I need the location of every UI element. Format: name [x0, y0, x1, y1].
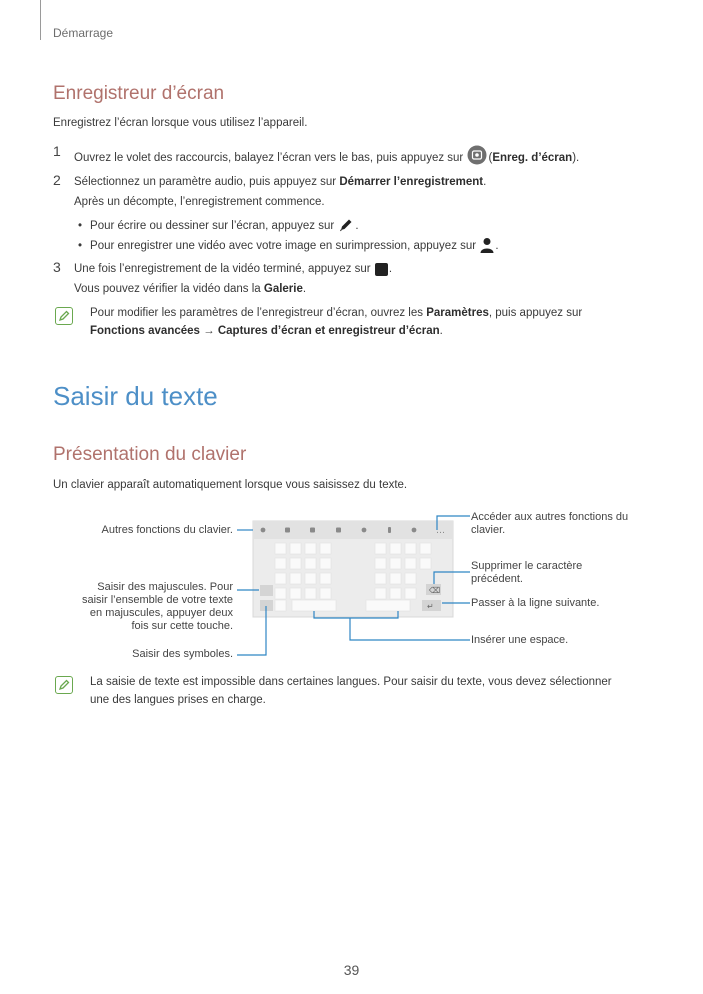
bullet-dot: •: [78, 220, 83, 232]
callout-new-line: Passer à la ligne suivante.: [471, 597, 600, 609]
margin-rule: [40, 0, 41, 40]
step-1-bold: Enreg. d’écran: [492, 152, 573, 164]
chapter-title: Saisir du texte: [53, 381, 218, 411]
note-2-line1: La saisie de texte est impossible dans certaines langues. Pour saisir du texte, vous devez sélectionner: [90, 676, 612, 688]
step-3-line2: [74, 281, 306, 298]
callout-line: clavier.: [471, 524, 506, 536]
step-2-text: [74, 174, 486, 191]
section-title-keyboard: Présentation du clavier: [53, 444, 247, 465]
step-3-instruction: Une fois l’enregistrement de la vidéo terminé, appuyez sur: [74, 263, 371, 275]
svg-text:…: …: [436, 526, 445, 536]
step-number: 3: [53, 259, 61, 275]
callout-line: fois sur cette touche.: [131, 620, 233, 632]
screen-recorder-icon: [467, 145, 487, 171]
callout-delete: [471, 560, 582, 586]
step-1-text: [74, 145, 579, 171]
callout-symbols: Saisir des symboles.: [132, 648, 233, 660]
note-1-line2: [90, 323, 443, 340]
pen-icon: [338, 217, 354, 239]
paren: ).: [572, 152, 580, 164]
svg-text:⌫: ⌫: [429, 586, 441, 595]
page-number: 39: [343, 962, 360, 978]
note-text: Pour modifier les paramètres de l’enregistreur d’écran, ouvrez les: [90, 307, 424, 319]
settings-label: Paramètres: [426, 307, 489, 319]
section-intro: Un clavier apparaît automatiquement lorsque vous saisissez du texte.: [53, 479, 408, 491]
paren: (: [488, 152, 493, 164]
step-2-instruction: Sélectionnez un paramètre audio, puis appuyez sur: [74, 176, 337, 188]
note-text: , puis appuyez sur: [488, 307, 583, 319]
bullet-1: [78, 217, 359, 239]
bullet-2-text: Pour enregistrer une vidéo avec votre image en surimpression, appuyez sur: [90, 240, 477, 252]
callout-other-functions: Autres fonctions du clavier.: [101, 524, 233, 536]
stop-icon: [375, 263, 388, 282]
note-1-line1: [90, 305, 582, 322]
screenshots-recorder-label: Captures d’écran et enregistreur d’écran: [217, 325, 440, 337]
callout-line: Accéder aux autres fonctions du: [471, 511, 629, 523]
left-keys: [275, 543, 336, 611]
callout-space: Insérer une espace.: [471, 634, 569, 646]
note-icon: [55, 307, 73, 325]
step-3-text: [74, 261, 392, 282]
step-number: 2: [53, 172, 61, 188]
gallery-label: Galerie: [263, 283, 303, 295]
punct: .: [355, 220, 359, 232]
punct: .: [388, 263, 393, 275]
callout-uppercase: [40, 581, 233, 633]
keyboard-toolbar: [253, 521, 453, 539]
section-intro: Enregistrez l’écran lorsque vous utilisez l’appareil.: [53, 117, 308, 129]
step-number: 1: [53, 143, 61, 159]
callout-line: Supprimer le caractère: [471, 560, 583, 572]
punct: .: [302, 283, 307, 295]
punct: .: [439, 325, 443, 337]
callout-line: précédent.: [471, 573, 523, 585]
advanced-features-label: Fonctions avancées: [90, 325, 200, 337]
punct: .: [483, 176, 487, 188]
section-title-screen-recorder: Enregistreur d’écran: [53, 83, 225, 104]
callout-line: Saisir des majuscules. Pour: [97, 581, 233, 593]
step-3-line2-text: Vous pouvez vérifier la vidéo dans la: [74, 283, 261, 295]
note-icon: [55, 676, 73, 694]
note-2-line2: une des langues prises en charge.: [90, 694, 266, 706]
step-1-instruction: Ouvrez le volet des raccourcis, balayez l’écran vers le bas, puis appuyez sur: [74, 152, 464, 164]
step-2-line2: Après un décompte, l’enregistrement commence.: [74, 196, 325, 208]
breadcrumb: Démarrage: [53, 26, 114, 40]
callout-more-functions: [471, 511, 628, 537]
bullet-dot: •: [78, 240, 83, 252]
punct: .: [495, 240, 499, 252]
svg-text:↵: ↵: [427, 602, 434, 611]
bullet-1-text: Pour écrire ou dessiner sur l’écran, appuyez sur: [90, 220, 335, 232]
step-2-bold: Démarrer l’enregistrement: [339, 176, 484, 188]
arrow: →: [203, 325, 215, 337]
person-icon: [480, 237, 494, 259]
shift-key: [260, 585, 273, 596]
callout-line: saisir l’ensemble de votre texte: [81, 594, 233, 606]
callout-line: en majuscules, appuyer deux: [89, 607, 233, 619]
bullet-2: [78, 237, 499, 259]
